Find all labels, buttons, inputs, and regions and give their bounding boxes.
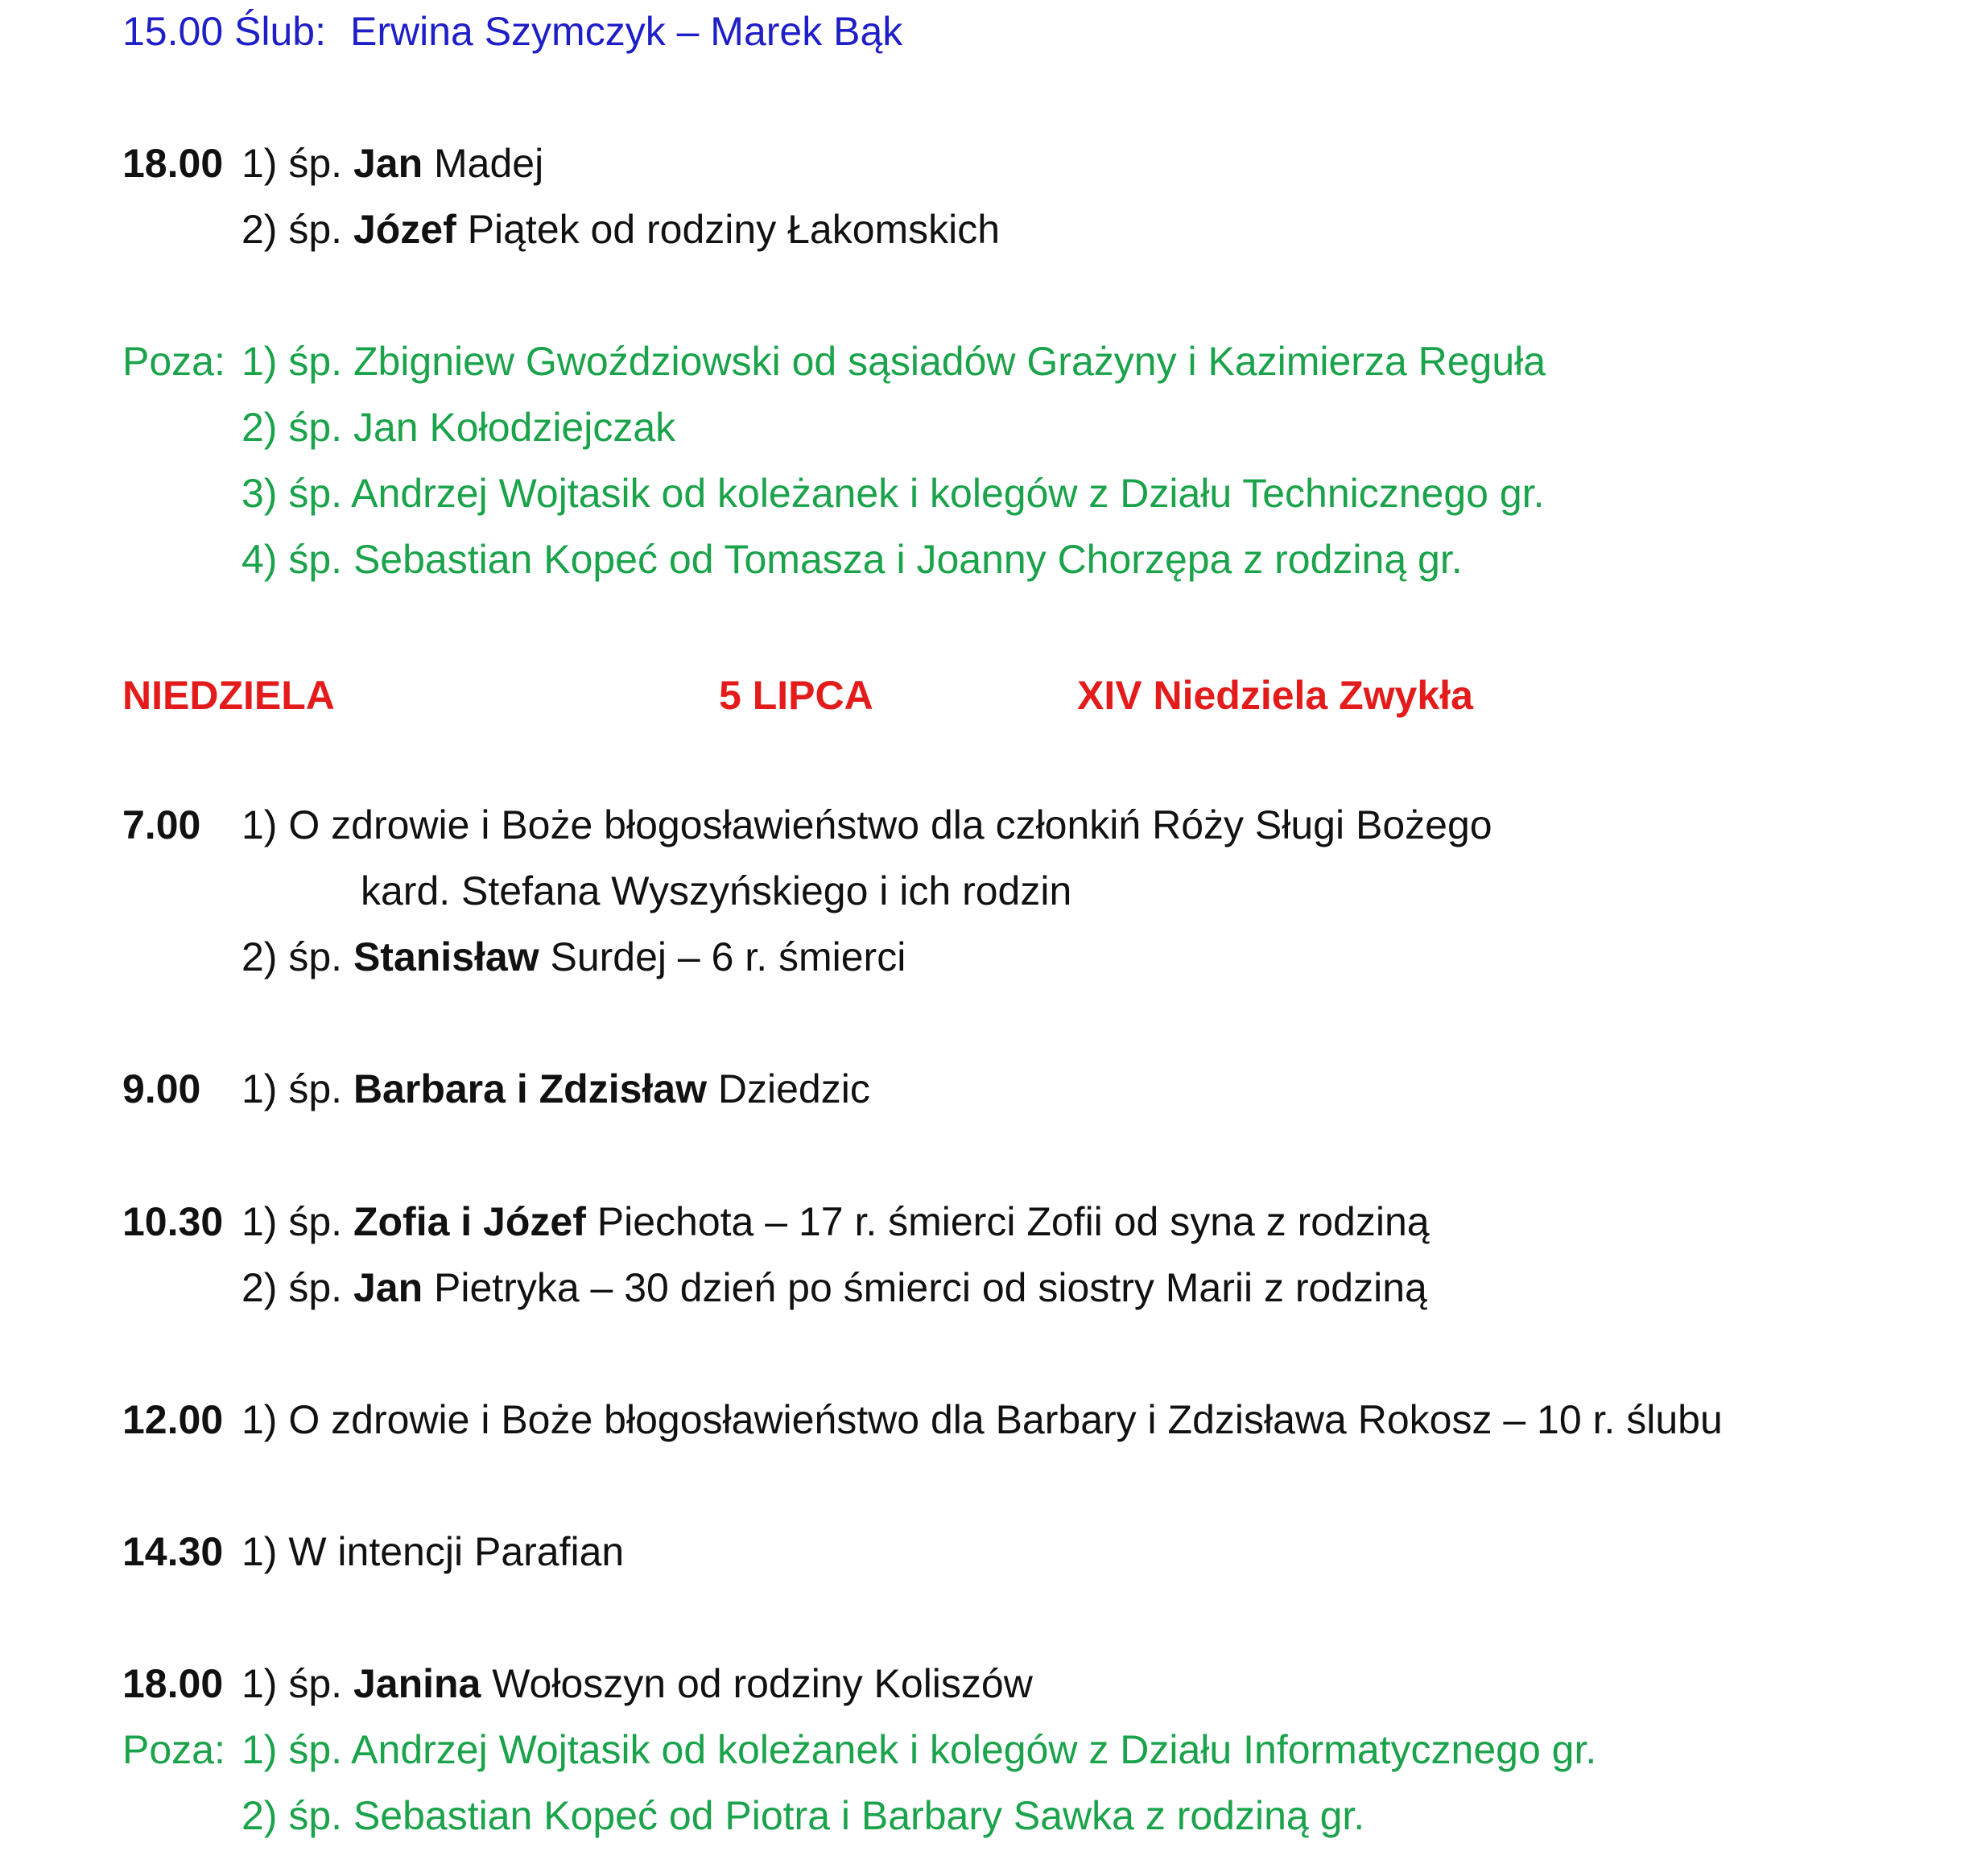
poza-item: 1) śp. Andrzej Wojtasik od koleżanek i kolegów z Działu Informatycznego gr. (242, 1727, 1597, 1772)
mass-time-18-sat: 18.00 (122, 141, 224, 186)
intention-prefix: 2) śp. (242, 934, 353, 979)
intention-prefix: 2) śp. (242, 1265, 353, 1310)
poza-item: 1) śp. Zbigniew Gwoździowski od sąsiadów Grażyny i Kazimierza Reguła (242, 339, 1546, 384)
intention-rest: Wołoszyn od rodziny Koliszów (481, 1661, 1033, 1706)
intention-prefix: 1) śp. (242, 1199, 353, 1244)
intention-item (242, 1199, 1430, 1244)
intention-rest: Surdej – 6 r. śmierci (539, 934, 906, 979)
intention-prefix: 1) śp. (242, 1066, 353, 1111)
poza-item: 4) śp. Sebastian Kopeć od Tomasza i Joanny Chorzępa z rodziną gr. (242, 537, 1463, 582)
intention-name-bold: Jan (353, 141, 423, 186)
intention-rest: Piechota – 17 r. śmierci Zofii od syna z rodziną (585, 1199, 1430, 1244)
mass-time-7: 7.00 (122, 802, 201, 847)
intention-rest: Madej (423, 141, 544, 186)
sunday-feast: XIV Niedziela Zwykła (1077, 673, 1473, 718)
mass-time-9: 9.00 (122, 1066, 201, 1111)
intention-name-bold: Jan (353, 1265, 423, 1310)
intention-item (242, 934, 906, 979)
intention-prefix: 1) śp. (242, 1661, 353, 1706)
mass-time-18-sun: 18.00 (122, 1661, 224, 1706)
poza-item: 2) śp. Jan Kołodziejczak (242, 405, 676, 450)
wedding-time-label: 15.00 Ślub: (122, 9, 326, 54)
poza-item: 2) śp. Sebastian Kopeć od Piotra i Barbary Sawka z rodziną gr. (242, 1793, 1365, 1838)
intention-item-continued: kard. Stefana Wyszyńskiego i ich rodzin (361, 868, 1072, 913)
intention-prefix: 1) śp. (242, 141, 353, 186)
intention-name-bold: Stanisław (353, 934, 539, 979)
intention-prefix: 2) śp. (242, 207, 353, 252)
intention-item (242, 1661, 1033, 1706)
wedding-couple: Erwina Szymczyk – Marek Bąk (349, 9, 903, 54)
intention-item (242, 1066, 870, 1111)
intention-name-bold: Zofia i Józef (353, 1199, 586, 1244)
intention-rest: Piątek od rodziny Łakomskich (456, 207, 1001, 252)
intention-rest: Dziedzic (707, 1066, 870, 1111)
intention-name-bold: Barbara i Zdzisław (353, 1066, 707, 1111)
intention-rest: Pietryka – 30 dzień po śmierci od siostry Marii z rodziną (423, 1265, 1427, 1310)
mass-time-12: 12.00 (122, 1397, 224, 1442)
poza-label: Poza: (122, 339, 225, 384)
mass-time-1430: 14.30 (122, 1529, 224, 1574)
intention-item: 1) O zdrowie i Boże błogosławieństwo dla Barbary i Zdzisława Rokosz – 10 r. ślubu (242, 1397, 1723, 1442)
intention-name-bold: Janina (353, 1661, 481, 1706)
intention-item: 1) W intencji Parafian (242, 1529, 625, 1574)
intention-item (242, 141, 544, 186)
sunday-date: 5 LIPCA (719, 673, 873, 718)
intention-item (242, 1265, 1427, 1310)
intention-name-bold: Józef (353, 207, 456, 252)
intention-item (242, 207, 1001, 252)
poza-label: Poza: (122, 1727, 225, 1772)
mass-time-1030: 10.30 (122, 1199, 224, 1244)
sunday-day: NIEDZIELA (122, 673, 335, 718)
intention-item: 1) O zdrowie i Boże błogosławieństwo dla członkiń Róży Sługi Bożego (242, 802, 1492, 847)
wedding-line (122, 11, 902, 52)
poza-item: 3) śp. Andrzej Wojtasik od koleżanek i kolegów z Działu Technicznego gr. (242, 471, 1545, 516)
